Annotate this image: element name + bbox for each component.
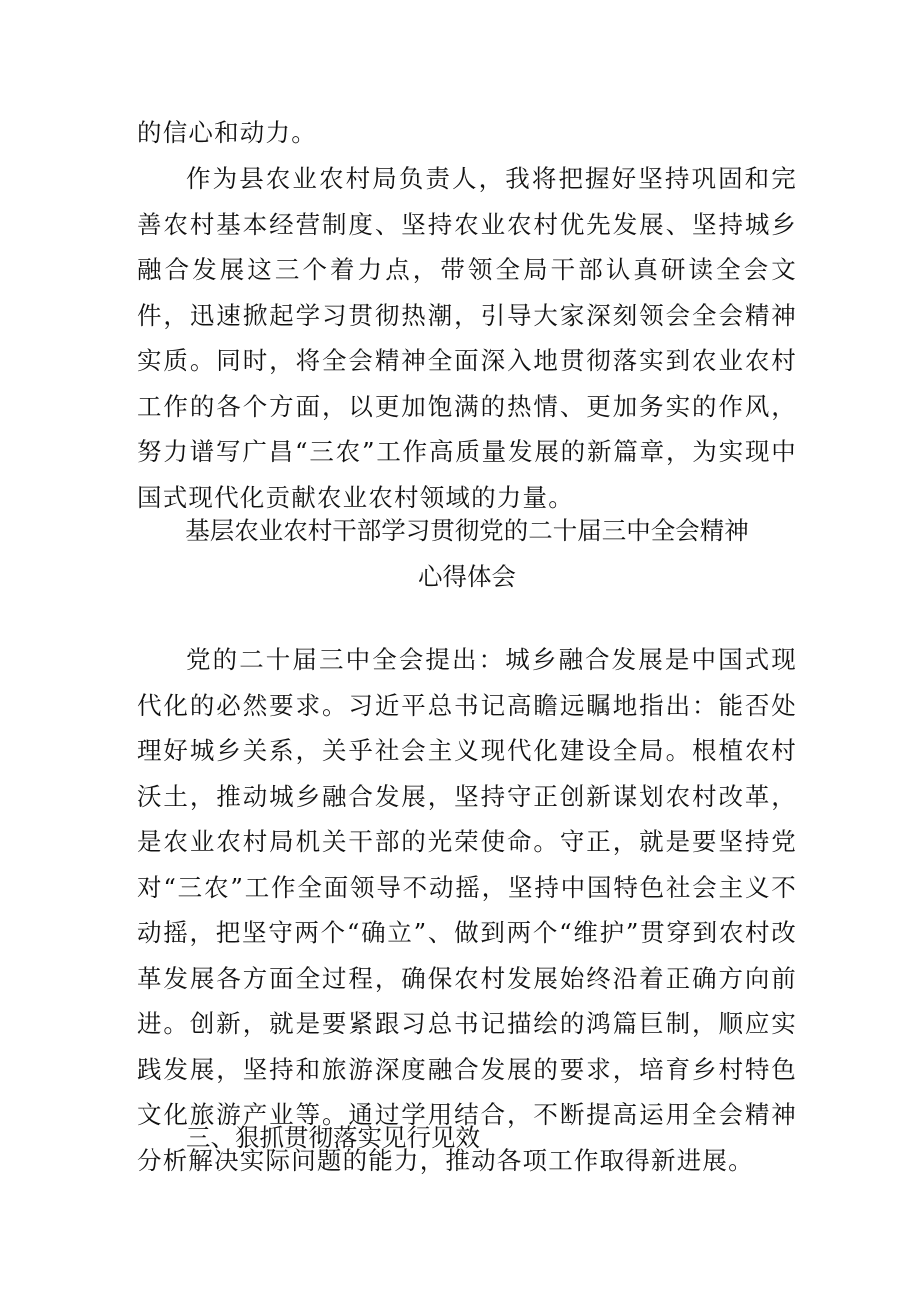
- paragraph-continuation: 的信心和动力。: [137, 118, 317, 147]
- section-heading: 三、狠抓贯彻落实见行见效: [186, 1123, 480, 1152]
- paragraph-body: 党的二十届三中全会提出：城乡融合发展是中国式现代化的必然要求。习近平总书记高瞻远瞩地指出：能否处理好城乡关系，关乎社会主义现代化建设全局。根植农村沃土，推动城乡融合发展，坚持守正创新谋划农村改革，是农业农村局机关干部的光荣使命。守正，就是要坚持党对“三农”工作全面领导不动摇，坚持中国特色社会主义不动摇，把坚守两个“确立”、做到两个“维护”贯穿到农村改革发展各方面全过程，确保农村发展始终沿着正确方向前进。创新，就是要紧跟习总书记描绘的鸿篇巨制，顺应实践发展，坚持和旅游深度融合发展的要求，培育乡村特色文化旅游产业等。通过学用结合，不断提高运用全会精神分析解决实际问题的能力，推动各项工作取得新进展。: [137, 645, 797, 1175]
- article-title-line1: 基层农业农村干部学习贯彻党的二十届三中全会精神: [185, 516, 749, 545]
- article-title-line2: 心得体会: [418, 562, 516, 591]
- paragraph-responsibility: 作为县农业农村局负责人，我将把握好坚持巩固和完善农村基本经营制度、坚持农业农村优先发展、坚持城乡融合发展这三个着力点，带领全局干部认真研读全会文件，迅速掀起学习贯彻热潮，引导大家深刻领会全会精神实质。同时，将全会精神全面深入地贯彻落实到农业农村工作的各个方面，以更加饱满的热情、更加务实的作风，努力谱写广昌“三农”工作高质量发展的新篇章，为实现中国式现代化贡献农业农村领域的力量。: [137, 164, 797, 512]
